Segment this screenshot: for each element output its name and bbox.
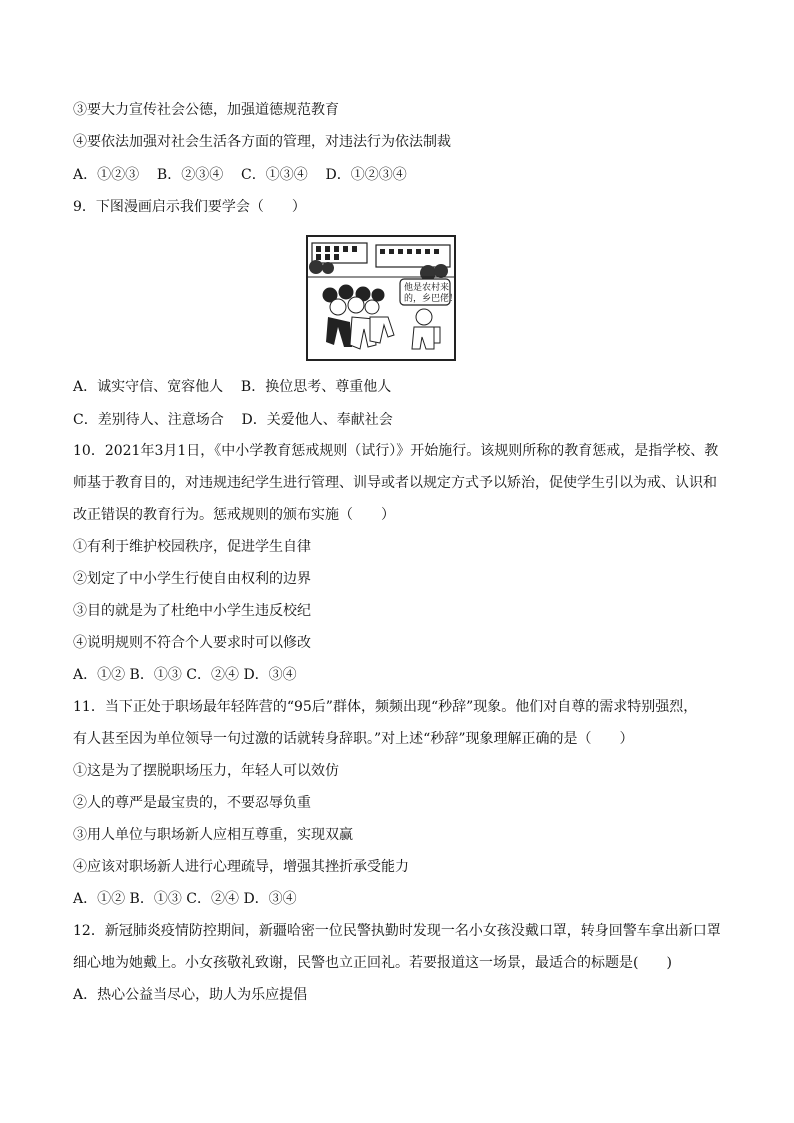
- q8-option-4: ④要依法加强对社会生活各方面的管理，对违法行为依法制裁: [73, 134, 451, 150]
- q12-stem-line-1: 12．新冠肺炎疫情防控期间，新疆哈密一位民警执勤时发现一名小女孩没戴口罩，转身回警车拿出新口罩: [73, 923, 721, 939]
- q8-option-3: ③要大力宣传社会公德，加强道德规范教育: [73, 102, 339, 118]
- q10-stem-line-1: 10．2021年3月1日，《中小学教育惩戒规则（试行）》开始施行。该规则所称的教育惩戒，是指学校、教: [73, 443, 719, 459]
- q11-option-4: ④应该对职场新人进行心理疏导，增强其挫折承受能力: [73, 859, 409, 875]
- q10-choices: A．①② B．①③ C．②④ D．③④: [73, 667, 297, 683]
- q12-option-a: A．热心公益当尽心，助人为乐应提倡: [73, 987, 308, 1003]
- q11-choices: A．①② B．①③ C．②④ D．③④: [73, 891, 297, 907]
- q10-option-4: ④说明规则不符合个人要求时可以修改: [73, 635, 311, 651]
- q10-option-1: ①有利于维护校园秩序，促进学生自律: [73, 539, 311, 555]
- svg-text:的，乡巴佬！: 的，乡巴佬！: [404, 294, 454, 304]
- q10-stem-line-2: 师基于教育目的，对违规违纪学生进行管理、训导或者以规定方式予以矫治，促使学生引以为戒、认识和: [73, 475, 717, 491]
- cartoon-drawing: [308, 237, 454, 359]
- q11-stem-line-2: 有人甚至因为单位领导一句过激的话就转身辞职。”对上述“秒辞”现象理解正确的是（ ）: [73, 731, 634, 747]
- q10-stem-line-3: 改正错误的教育行为。惩戒规则的颁布实施（ ）: [73, 507, 395, 523]
- q11-option-2: ②人的尊严是最宝贵的，不要忍辱负重: [73, 795, 311, 811]
- q9-cartoon-image: [306, 235, 456, 361]
- q11-option-1: ①这是为了摆脱职场压力，年轻人可以效仿: [73, 763, 339, 779]
- q8-choices: A．①②③ B．②③④ C．①③④ D．①②③④: [73, 167, 407, 183]
- q12-stem-line-2: 细心地为她戴上。小女孩敬礼致谢，民警也立正回礼。若要报道这一场景，最适合的标题是( ): [73, 955, 672, 971]
- svg-text:他是农村来: 他是农村来: [404, 283, 450, 293]
- q10-option-2: ②划定了中小学生行使自由权利的边界: [73, 571, 311, 587]
- q11-stem-line-1: 11．当下正处于职场最年轻阵营的“95后”群体，频频出现“秒辞”现象。他们对自尊的需求特别强烈，: [73, 699, 698, 715]
- q9-stem: 9．下图漫画启示我们要学会（ ）: [73, 199, 306, 215]
- q9-choices-ab: A．诚实守信、宽容他人 B．换位思考、尊重他人: [73, 379, 392, 395]
- q11-option-3: ③用人单位与职场新人应相互尊重，实现双赢: [73, 827, 353, 843]
- q10-option-3: ③目的就是为了杜绝中小学生违反校纪: [73, 603, 311, 619]
- q9-choices-cd: C．差别待人、注意场合 D．关爱他人、奉献社会: [73, 412, 393, 428]
